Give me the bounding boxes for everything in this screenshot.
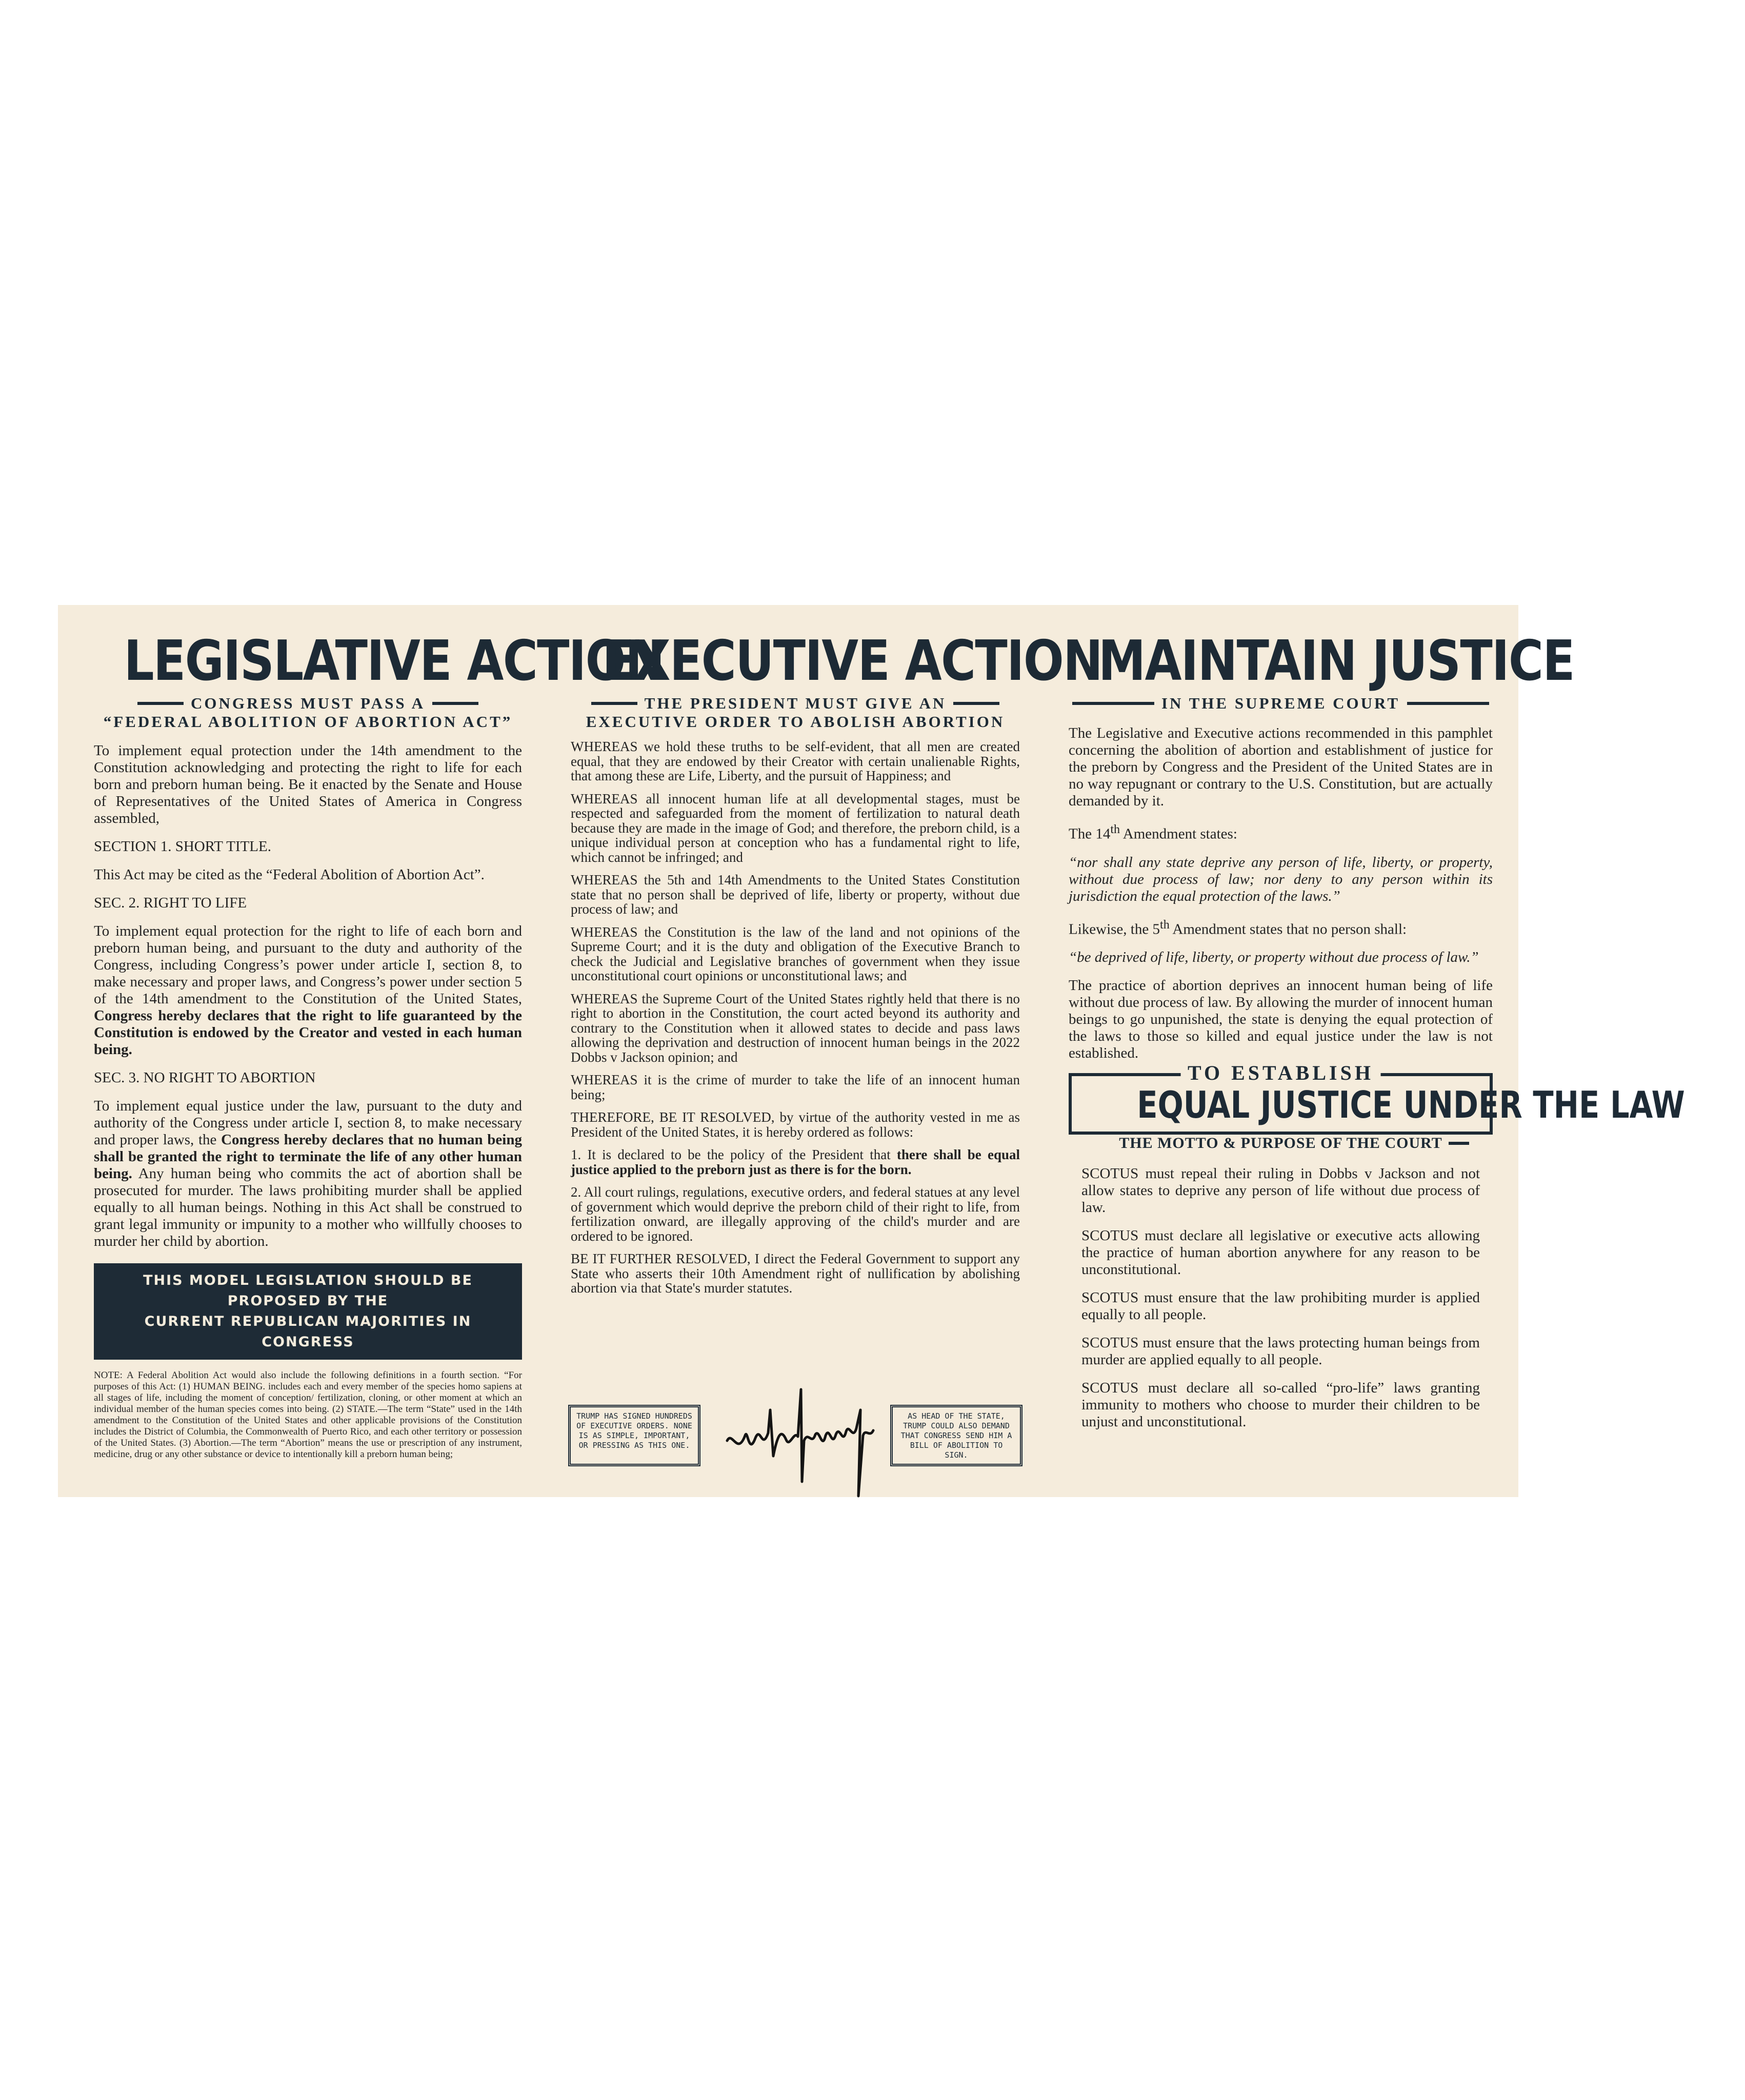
whereas-1: WHEREAS we hold these truths to be self-evident, that all men are created equal, that they are endowed by their Creator with certain unalienable Rights, that among these are Life, Liberty, and the pursuit of Happiness; and xyxy=(571,739,1020,783)
order-item-2: 2. All court rulings, regulations, executive orders, and federal statues at any level of government which would deprive the preborn child of their right to life, from fertilization onward, are illegally approving of the child's murder and are ordered to be ignored. xyxy=(571,1184,1020,1244)
whereas-4: WHEREAS the Constitution is the law of the land and not opinions of the Supreme Court; and it is the duty and obligation of the Executive Branch to check the Judicial and Legislative branches of government when they issue unconstitutional court opinions or unconstitutional laws; and xyxy=(571,924,1020,983)
executive-sub2: EXECUTIVE ORDER TO ABOLISH ABORTION xyxy=(586,713,1005,731)
head-of-state-box: AS HEAD OF THE STATE, TRUMP COULD ALSO DEMAND THAT CONGRESS SEND HIM A BILL OF ABOLITION TO SIGN. xyxy=(890,1405,1022,1466)
amendment-5-pre: Likewise, the 5 xyxy=(1069,921,1160,938)
justice-intro: The Legislative and Executive actions recommended in this pamphlet concerning the abolition of abortion and establishment of justice for the preborn by Congress and the President of the United States are in no way repugnant or contrary to the U.S. Constitution, but are actually demanded by it. xyxy=(1069,725,1493,809)
whereas-6: WHEREAS it is the crime of murder to take the life of an innocent human being; xyxy=(571,1072,1020,1102)
order-item-1-text: 1. It is declared to be the policy of the President that xyxy=(571,1147,897,1162)
section3-bold: Congress hereby declares that no human being shall be granted the right to terminate the life of any other human being. xyxy=(94,1132,522,1182)
whereas-2: WHEREAS all innocent human life at all developmental stages, must be respected and safeguarded from the moment of fertilization to natural death because they are made in the image of God; and therefore, the preborn child, is a unique individual person at conception who has a fundamental right to life, which cannot be infringed; and xyxy=(571,791,1020,865)
justice-title: MAINTAIN JUSTICE xyxy=(1098,629,1575,693)
justice-panel xyxy=(1043,605,1685,1497)
model-legislation-banner xyxy=(94,1263,522,1360)
legislative-subtitle xyxy=(94,694,522,713)
court-motto xyxy=(1069,1135,1493,1152)
whereas-5: WHEREAS the Supreme Court of the United States rightly held that there is no right to abortion in the Constitution, the court acted beyond its authority and contrary to the Constitution when it allowed states to decide and pass laws allowing the deprivation and destruction of innocent human beings in the 2022 Dobbs v Jackson opinion; and xyxy=(571,991,1020,1065)
rule-left xyxy=(137,702,184,705)
section1-heading: SECTION 1. SHORT TITLE. xyxy=(94,838,271,855)
amendment-5-intro xyxy=(1069,916,1493,938)
executive-body xyxy=(571,739,1020,1296)
rule-left xyxy=(1092,1142,1113,1145)
amendment-5-sup: th xyxy=(1159,917,1170,932)
amendment-14-intro xyxy=(1069,821,1493,843)
legislative-sub2: “FEDERAL ABOLITION OF ABORTION ACT” xyxy=(103,713,513,731)
section1-text: This Act may be cited as the “Federal Abolition of Abortion Act”. xyxy=(94,866,485,883)
amendment-14-pre: The 14 xyxy=(1069,825,1111,842)
further-resolved: BE IT FURTHER RESOLVED, I direct the Federal Government to support any State who asserts their 10th Amendment right of nullification by abolishing abortion via that State's murder statutes. xyxy=(571,1251,1020,1296)
amendment-14-sup: th xyxy=(1110,822,1120,836)
abortion-deprives-paragraph: The practice of abortion deprives an innocent human being of life without due process of law. By allowing the murder of innocent human beings to go unpunished, the state is denying the equal protection of the laws to those so killed and equal justice under the law is not established. xyxy=(1069,977,1493,1062)
scotus-list xyxy=(1069,1165,1493,1430)
banner-line-2: CURRENT REPUBLICAN MAJORITIES IN CONGRESS xyxy=(144,1314,472,1350)
scotus-item: SCOTUS must declare all legislative or executive acts allowing the practice of human abortion anywhere for any reason to be unconstitutional. xyxy=(1081,1227,1480,1278)
amendment-14-post: Amendment states: xyxy=(1120,825,1237,842)
scotus-item: SCOTUS must repeal their ruling in Dobbs v Jackson and not allow states to deprive any person of life without due process of law. xyxy=(1081,1165,1480,1216)
section3-plain-b: Any human being who commits the act of abortion shall be prosecuted for murder. The laws prohibiting murder shall be applied equally to all human beings. Nothing in this Act shall be construed to grant legal immunity or impunity to a mother who willfully chooses to murder her child by abortion. xyxy=(94,1165,522,1249)
order-item-1-bold: there shall be equal justice applied to the preborn just as there is for the born. xyxy=(571,1147,1020,1177)
section2-text xyxy=(94,923,522,1058)
section2-plain: To implement equal protection for the right to life of each born and preborn human being, and pursuant to the duty and authority of the Congress, including Congress’s power under article I, section 8, to make necessary and proper laws, and Congress’s power under section 5 of the 14th amendment to the Constitution of the United States, xyxy=(94,923,522,1007)
whereas-3: WHEREAS the 5th and 14th Amendments to the United States Constitution state that no person shall be deprived of life, liberty or property, without due process of law; and xyxy=(571,872,1020,917)
legislative-body xyxy=(94,742,522,1250)
executive-orders-box: TRUMP HAS SIGNED HUNDREDS OF EXECUTIVE ORDERS. NONE IS AS SIMPLE, IMPORTANT, OR PRESSING AS THIS ONE. xyxy=(568,1405,700,1466)
rule-right xyxy=(1407,702,1489,705)
scotus-item: SCOTUS must declare all so-called “pro-life” laws granting immunity to mothers who choose to murder their children to be unjust and unconstitutional. xyxy=(1081,1380,1480,1430)
legislative-title: LEGISLATIVE ACTION xyxy=(124,629,664,693)
justice-sub1: IN THE SUPREME COURT xyxy=(1161,694,1400,712)
equal-justice-heading: EQUAL JUSTICE UNDER THE LAW xyxy=(1137,1083,1685,1127)
to-establish-label: TO ESTABLISH xyxy=(1180,1061,1381,1085)
definitions-note: NOTE: A Federal Abolition Act would also include the following definitions in a fourth section. “For purposes of this Act: (1) HUMAN BEING. includes each and every member of the species homo sapiens at all stages of life, including the moment of conception/ fertilization, cloning, or other moment at which an individual member of the human species comes into being. (2) STATE.—The term “State” used in the 14th amendment to the Constitution of the United States and other applicable provisions of the Constitution includes the District of Columbia, the Commonwealth of Puerto Rico, and each other territory or possession of the United States. (3) Abortion.—The term “Abortion” means the use or prescription of any instrument, medicine, drug or any other substance or device to intentionally kill a preborn human being; xyxy=(94,1370,522,1460)
section2-heading: SEC. 2. RIGHT TO LIFE xyxy=(94,895,247,911)
signature-image xyxy=(717,1379,876,1497)
rule-right xyxy=(953,702,999,705)
resolved: THEREFORE, BE IT RESOLVED, by virtue of the authority vested in me as President of the United States, it is hereby ordered as follows: xyxy=(571,1109,1020,1140)
section3-plain-a: To implement equal justice under the law, pursuant to the duty and authority of the Congress under article I, section 8, to make necessary and proper laws, the xyxy=(94,1098,522,1148)
legislative-intro: To implement equal protection under the 14th amendment to the Constitution acknowledging and protecting the right to life for each born and preborn human being. Be it enacted by the Senate and House of Representatives of the United States of America in Congress assembled, xyxy=(94,742,522,826)
section3-heading: SEC. 3. NO RIGHT TO ABORTION xyxy=(94,1069,316,1086)
equal-justice-box xyxy=(1069,1061,1685,1135)
executive-title: EXECUTIVE ACTION xyxy=(602,629,1102,693)
banner-line-1: THIS MODEL LEGISLATION SHOULD BE PROPOSED BY THE xyxy=(143,1273,473,1309)
section2-bold: Congress hereby declares that the right to life guaranteed by the Constitution is endowed by the Creator and vested in each human being. xyxy=(94,1007,522,1058)
justice-subtitle xyxy=(1069,694,1493,713)
scotus-item: SCOTUS must ensure that the laws protecting human beings from murder are applied equally to all people. xyxy=(1081,1335,1480,1368)
amendment-5-post: Amendment states that no person shall: xyxy=(1169,921,1407,938)
order-item-1 xyxy=(571,1147,1020,1177)
section3-text xyxy=(94,1098,522,1250)
justice-body xyxy=(1069,725,1493,1062)
amendment-14-quote: “nor shall any state deprive any person of life, liberty, or property, without due process of law; nor deny to any person within its jurisdiction the equal protection of the laws.” xyxy=(1069,854,1493,904)
rule-right xyxy=(432,702,478,705)
rule-left xyxy=(1072,702,1154,705)
signature-row xyxy=(568,1379,1022,1497)
executive-sub1: THE PRESIDENT MUST GIVE AN xyxy=(644,694,947,712)
scotus-item: SCOTUS must ensure that the law prohibiting murder is applied equally to all people. xyxy=(1081,1289,1480,1323)
rule-left xyxy=(591,702,637,705)
rule-right xyxy=(1449,1142,1469,1145)
court-motto-text: THE MOTTO & PURPOSE OF THE COURT xyxy=(1119,1135,1442,1152)
amendment-5-quote: “be deprived of life, liberty, or property without due process of law.” xyxy=(1069,949,1479,966)
executive-subtitle xyxy=(571,694,1020,713)
legislative-sub1: CONGRESS MUST PASS A xyxy=(191,694,425,712)
pamphlet xyxy=(58,605,1685,1497)
